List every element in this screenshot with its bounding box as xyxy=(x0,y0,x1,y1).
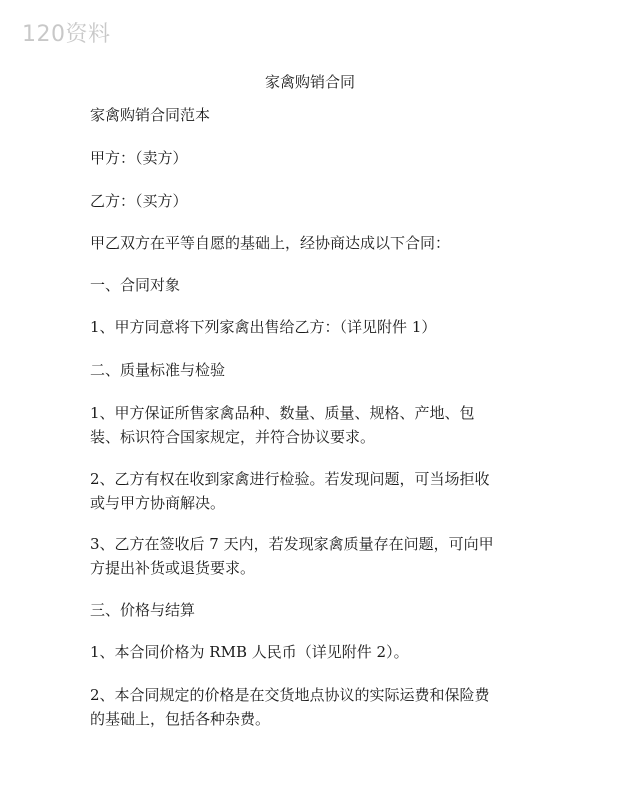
paragraph-party-a: 甲方：（卖方） xyxy=(90,149,188,167)
paragraph-intro: 甲乙双方在平等自愿的基础上，经协商达成以下合同： xyxy=(90,234,451,252)
document-title: 家禽购销合同 xyxy=(264,73,355,91)
clause-3-1: 1、本合同价格为 RMB 人民币（详见附件 2）。 xyxy=(90,643,409,661)
clause-2-3-line-2: 方提出补货或退货要求。 xyxy=(90,559,256,577)
clause-3-2-line-1: 2、本合同规定的价格是在交货地点协议的实际运费和保险费 xyxy=(90,686,490,704)
section-heading-3: 三、价格与结算 xyxy=(90,601,196,619)
clause-3-2-line-2: 的基础上，包括各种杂费。 xyxy=(90,710,271,728)
clause-1-1: 1、甲方同意将下列家禽出售给乙方：（详见附件 1） xyxy=(90,318,437,336)
section-heading-2: 二、质量标准与检验 xyxy=(90,361,226,379)
section-heading-1: 一、合同对象 xyxy=(90,276,181,294)
clause-2-1-line-2: 装、标识符合国家规定，并符合协议要求。 xyxy=(90,428,376,446)
clause-2-2-line-2: 或与甲方协商解决。 xyxy=(90,494,226,512)
paragraph-subtitle: 家禽购销合同范本 xyxy=(90,106,211,124)
clause-2-1-line-1: 1、甲方保证所售家禽品种、数量、质量、规格、产地、包 xyxy=(90,404,475,422)
clause-2-3-line-1: 3、乙方在签收后 7 天内，若发现家禽质量存在问题，可向甲 xyxy=(90,535,494,553)
clause-2-2-line-1: 2、乙方有权在收到家禽进行检验。若发现问题，可当场拒收 xyxy=(90,470,490,488)
watermark: 120资料 xyxy=(22,22,111,47)
paragraph-party-b: 乙方：（买方） xyxy=(90,192,188,210)
